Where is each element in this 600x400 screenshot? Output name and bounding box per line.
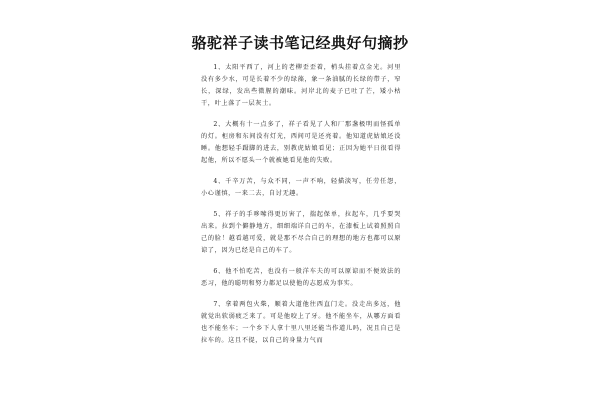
paragraph: 2、大概有十一点多了，祥子看见了人和厂那盏极明而怪孤单的灯。柜房和东间没有灯光，西间可是还亮着。他知道虎姑娘还没睡。他想轻手蹑脚的进去，别教虎姑娘看见；正因为她平日很看得起他，所以不愿头一个就被她看见他的失败。	[201, 121, 401, 164]
paragraph: 7、拿着两包火柴，顺着大道他往西直门走。没走出多远，他就觉出软弱疲乏来了。可是他咬上了牙。他不能坐车，从哪方面看也不能坐车；一个乡下人拿十里八里还能当作道儿吗，况且自己是拉车的。这且不提，以自己的身量力气而	[201, 301, 401, 344]
paragraph: 4、千辛万苦，与众不同，一声不响，轻描淡写，任劳任怨，小心谨慎，一来二去，自讨无趣。	[201, 178, 401, 197]
paragraph: 1、太阳平西了，河上的老柳歪歪着，梢头挂着点金光。河里没有多少水，可是长着不少的绿藻，象一条油腻的长绿的带子，窄长，深绿，发出些微腥的潮味。河岸北的麦子已吐了芒，矮小枯干，叶上落了一层灰土。	[201, 64, 401, 107]
document-title: 骆驼祥子读书笔记经典好句摘抄	[191, 34, 409, 52]
paragraph: 5、祥子的手哆嗦得更厉害了，揣起保单，拉起车，几乎要哭出来。拉到个僻静地方，细细端详自己的车，在漆板上试着照照自己的脸！越看越可爱，就是那不尽合自己的理想的地方也都可以原谅了，因为已经是自己的车了。	[201, 211, 401, 254]
document-body	[201, 62, 401, 356]
paragraph: 6、他不怕吃苦，也没有一般洋车夫的可以原谅而不便效法的恶习，他的聪明和努力都足以使他的志愿成为事实。	[201, 268, 401, 287]
